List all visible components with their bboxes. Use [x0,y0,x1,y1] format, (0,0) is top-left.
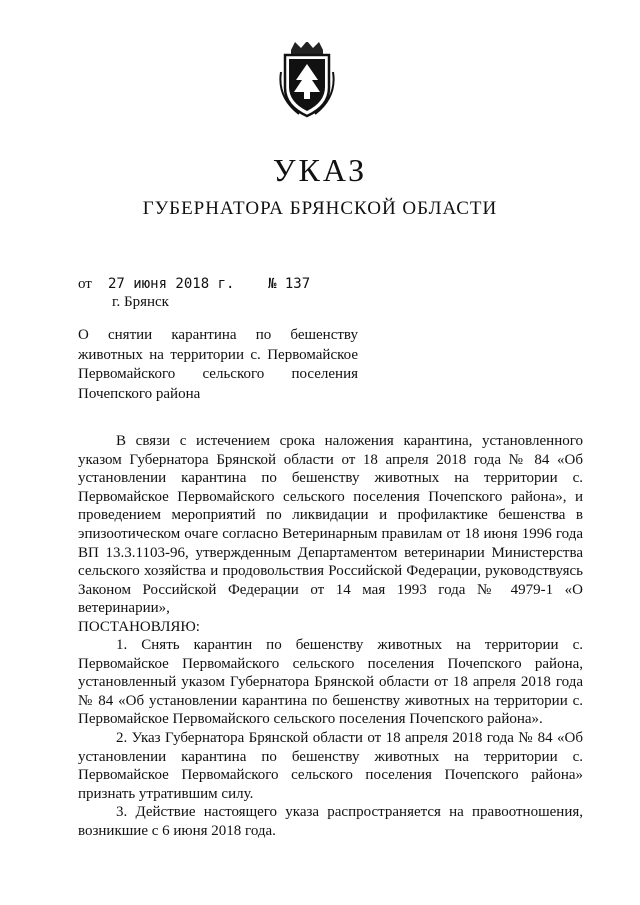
decree-items [78,636,583,841]
document-subtitle: ГУБЕРНАТОРА БРЯНСКОЙ ОБЛАСТИ [142,198,498,219]
decree-subject [78,326,358,404]
preamble-paragraph: В связи с истечением срока наложения карантина, установленного указом Губернатора Брянской области от 18 апреля 2018 года № 84 «Об установлении карантина по бешенству животных на территории с. Первомайское Первомайского сельского поселения Почепского района», и проведением мероприятий по ликвидации и профилактике бешенства в эпизоотическом очаге согласно Ветеринарным правилам от 18 июня 1996 года ВП 13.3.1103-96, утвержденным Департаментом ветеринарии Министерства сельского хозяйства и продовольствия Российской Федерации, руководствуясь Законом Российской Федерации от 14 мая 1993 года № 4979-1 «О ветеринарии», [78,433,583,617]
coat-of-arms-icon [277,42,337,118]
preamble-block [78,432,583,637]
document-title: УКАЗ [272,152,368,188]
decree-date: 27 июня 2018 г. [108,276,235,292]
subject-line: животных на территории с. Первомайское [78,346,358,363]
decree-item: 2. Указ Губернатора Брянской области от 18 апреля 2018 года № 84 «Об установлении карантина по бешенству животных на территории с. Первомайское Первомайского сельского поселения Почепского района» признать утратившим силу. [78,729,583,802]
decree-number: № 137 [268,276,311,292]
decree-item: 1. Снять карантин по бешенству животных на территории с. Первомайское Первомайского сельского поселения Почепского района, установленный указом Губернатора Брянской области от 18 апреля 2018 года № 84 «Об установлении карантина по бешенству животных на территории с. Первомайское Первомайского сельского поселения Почепского района». [78,637,583,728]
decree-item: 3. Действие настоящего указа распространяется на правоотношения, возникшие с 6 июня 2018 года. [78,804,583,839]
date-prefix: от [78,276,92,292]
decree-word: ПОСТАНОВЛЯЮ: [78,618,200,635]
subject-line: Почепского района [78,385,201,402]
city: г. Брянск [112,294,169,310]
subject-line: О снятии карантина по бешенству [78,327,358,343]
subject-line: Первомайского сельского поселения [78,366,358,382]
